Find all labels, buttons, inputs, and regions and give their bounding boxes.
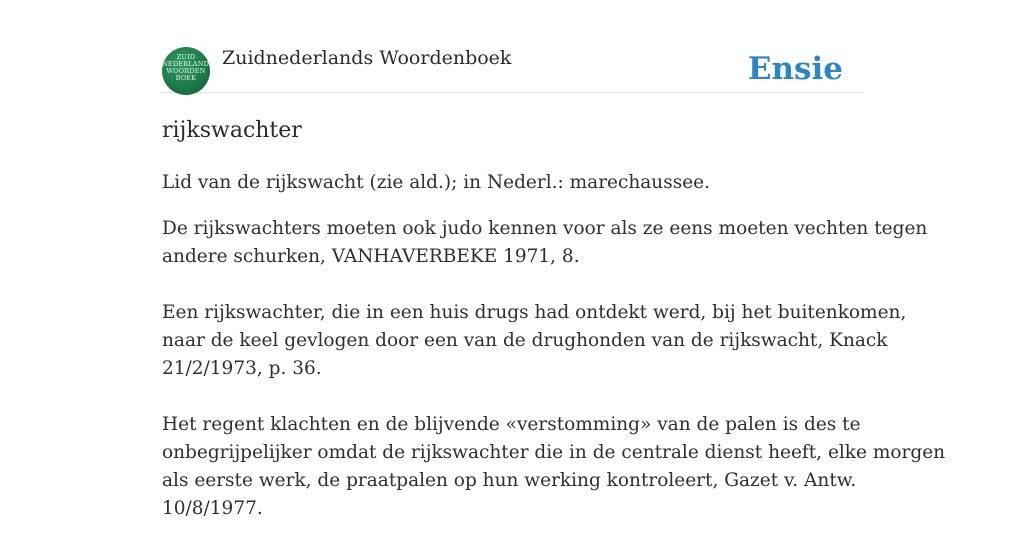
logo-text-line: BOEK <box>175 74 197 82</box>
quote-item <box>162 299 907 383</box>
quote-line: naar de keel gevlogen door een van de drughonden van de rijkswacht, Knack <box>162 330 888 351</box>
logo-text-line: WOORDEN <box>166 67 206 75</box>
quote-line: onbegrijpelijker omdat de rijkswachter die in de centrale dienst heeft, elke morgen <box>162 442 946 463</box>
logo-text-line: NEDERLANDS <box>162 60 214 68</box>
brand-logo-link[interactable]: Ensie <box>747 51 843 87</box>
logo-text-line: ZUID <box>176 53 196 61</box>
site-name-link[interactable]: Zuidnederlands Woordenboek <box>222 47 512 69</box>
quote-line: Het regent klachten en de blijvende «verstomming» van de palen is des te <box>162 414 861 435</box>
quote-item <box>162 411 946 523</box>
quote-list <box>162 215 946 551</box>
quote-line: Een rijkswachter, die in een huis drugs had ontdekt werd, bij het buitenkomen, <box>162 302 907 323</box>
definition-text: Lid van de rijkswacht (zie ald.); in Nederl.: marechaussee. <box>162 172 710 193</box>
quote-line: andere schurken, VANHAVERBEKE 1971, 8. <box>162 246 580 267</box>
quote-line: 10/8/1977. <box>162 498 263 519</box>
quote-line: De rijkswachters moeten ook judo kennen voor als ze eens moeten vechten tegen <box>162 218 928 239</box>
quote-item <box>162 215 928 271</box>
site-logo[interactable] <box>162 47 214 95</box>
page <box>162 0 946 519</box>
logo-lettering <box>162 53 214 82</box>
header <box>162 44 862 93</box>
quote-line: als eerste werk, de praatpalen op hun werking kontroleert, Gazet v. Antw. <box>162 470 857 491</box>
page-title: rijkswachter <box>162 118 302 143</box>
quote-line: 21/2/1973, p. 36. <box>162 358 322 379</box>
